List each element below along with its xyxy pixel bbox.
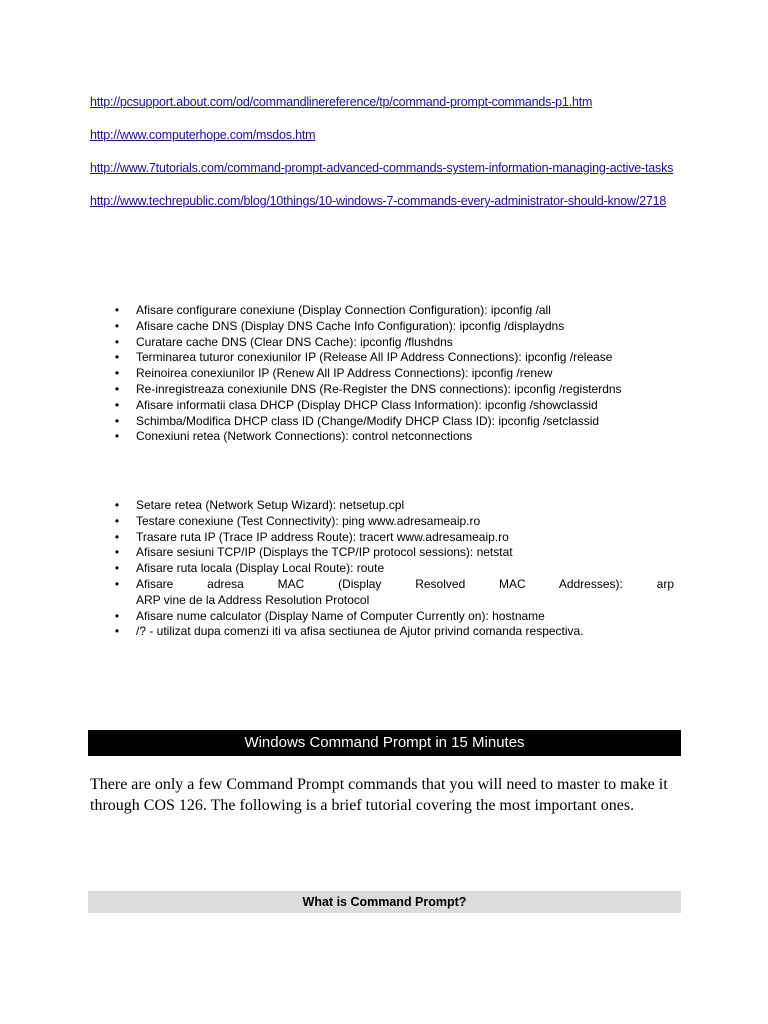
list-item: • Afisare adresa MAC (Display Resolved MAC Addresses): arp ARP vine de la Address Resolution Protocol (112, 577, 674, 609)
list-item: • Schimba/Modifica DHCP class ID (Change/Modify DHCP Class ID): ipconfig /setclassid (112, 414, 674, 430)
bullet-icon: • (114, 545, 120, 560)
list-item: • Trasare ruta IP (Trace IP address Route): tracert www.adresameaip.ro (112, 530, 674, 546)
list-item: • Afisare cache DNS (Display DNS Cache Info Configuration): ipconfig /displaydns (112, 319, 674, 335)
bullet-icon: • (114, 350, 120, 365)
list-item-continuation: ARP vine de la Address Resolution Protocol (136, 592, 370, 607)
list-item: • Afisare nume calculator (Display Name of Computer Currently on): hostname (112, 609, 674, 625)
bullet-icon: • (114, 624, 120, 639)
ipconfig-command-list (112, 303, 674, 445)
list-item: • Reinoirea conexiunilor IP (Renew All IP Address Connections): ipconfig /renew (112, 366, 674, 382)
bullet-icon: • (114, 318, 120, 333)
page-title-banner: Windows Command Prompt in 15 Minutes (88, 730, 681, 756)
network-command-list (112, 498, 674, 640)
bullet-icon: • (114, 413, 120, 428)
reference-links (90, 92, 680, 224)
list-item: • Afisare configurare conexiune (Display Connection Configuration): ipconfig /all (112, 303, 674, 319)
bullet-icon: • (114, 381, 120, 396)
bullet-icon: • (114, 561, 120, 576)
list-item: • Afisare informatii clasa DHCP (Display DHCP Class Information): ipconfig /showclassid (112, 398, 674, 414)
bullet-icon: • (114, 529, 120, 544)
list-item: • Afisare ruta locala (Display Local Route): route (112, 561, 674, 577)
bullet-icon: • (114, 513, 120, 528)
bullet-icon: • (114, 576, 120, 591)
bullet-icon: • (114, 303, 120, 317)
bullet-icon: • (114, 366, 120, 381)
list-item: • /? - utilizat dupa comenzi iti va afisa sectiunea de Ajutor privind comanda respectiva. (112, 624, 674, 640)
bullet-icon: • (114, 397, 120, 412)
list-item: • Setare retea (Network Setup Wizard): netsetup.cpl (112, 498, 674, 514)
list-item: • Re-inregistreaza conexiunile DNS (Re-Register the DNS connections): ipconfig /registerdns (112, 382, 674, 398)
reference-link-3[interactable]: http://www.7tutorials.com/command-prompt-advanced-commands-system-information-managing-active-tasks (90, 161, 674, 175)
bullet-icon: • (114, 498, 120, 512)
list-item: • Testare conexiune (Test Connectivity): ping www.adresameaip.ro (112, 514, 674, 530)
reference-link-2[interactable]: http://www.computerhope.com/msdos.htm (90, 128, 316, 142)
bullet-icon: • (114, 608, 120, 623)
intro-paragraph: There are only a few Command Prompt commands that you will need to master to make it through COS 126. The following is a brief tutorial covering the most important ones. (90, 776, 668, 814)
reference-link-4[interactable]: http://www.techrepublic.com/blog/10things/10-windows-7-commands-every-administrator-should-know/2718 (90, 194, 667, 208)
list-item: • Terminarea tuturor conexiunilor IP (Release All IP Address Connections): ipconfig /release (112, 350, 674, 366)
list-item: • Conexiuni retea (Network Connections): control netconnections (112, 429, 674, 445)
reference-link-1[interactable]: http://pcsupport.about.com/od/commandlinereference/tp/command-prompt-commands-p1.htm (90, 95, 593, 109)
section-heading: What is Command Prompt? (88, 891, 681, 913)
list-item: • Afisare sesiuni TCP/IP (Displays the TCP/IP protocol sessions): netstat (112, 545, 674, 561)
list-item: • Curatare cache DNS (Clear DNS Cache): ipconfig /flushdns (112, 335, 674, 351)
bullet-icon: • (114, 334, 120, 349)
bullet-icon: • (114, 429, 120, 444)
